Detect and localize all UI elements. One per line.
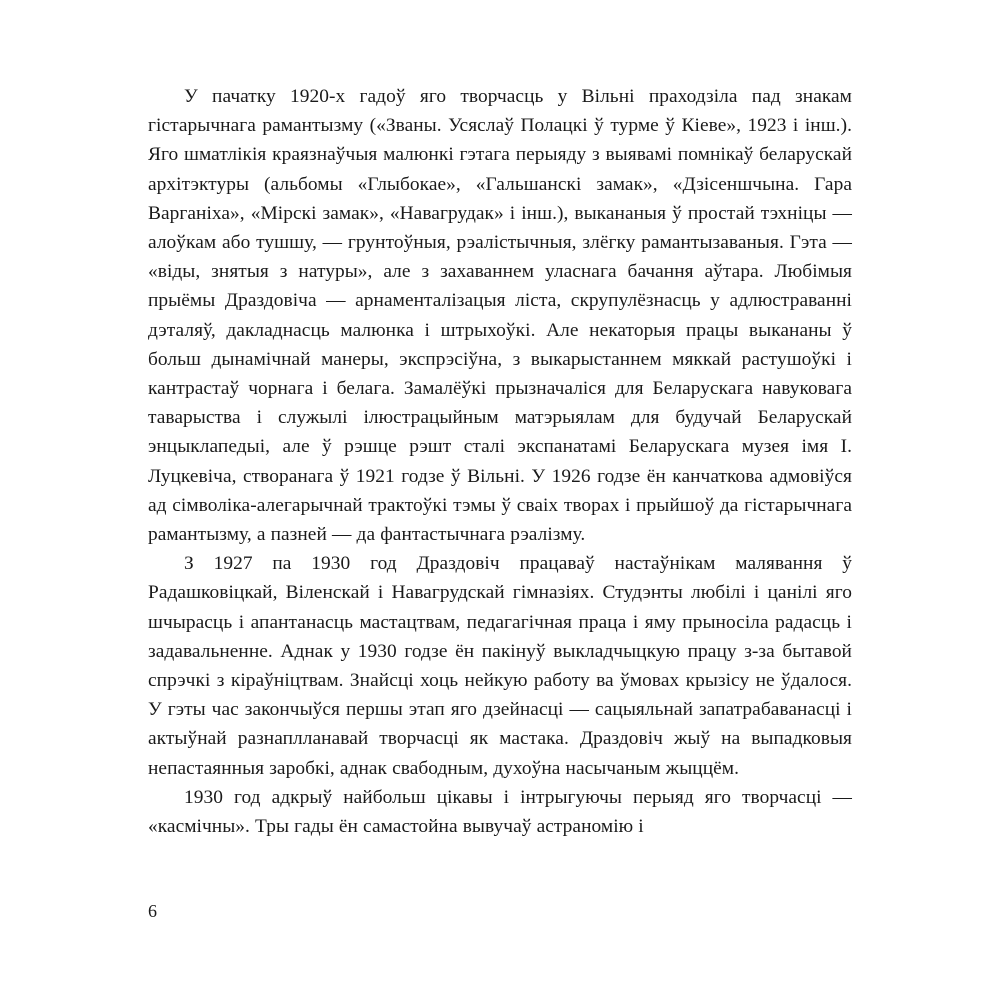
page-number: 6 xyxy=(148,901,157,921)
body-paragraph-1: У пачатку 1920-х гадоў яго творчасць у Вільні праходзіла пад знакам гістарычнага рамантызму («Званы. Усяслаў Полацкі ў турме ў Кіеве», 1923 і інш.). Яго шматлікія краязнаўчыя малюнкі гэтага перыяду з выявамі помнікаў беларускай архітэктуры (альбомы «Глыбокае», «Гальшанскі замак», «Дзісеншчына. Гара Варганіха», «Мірскі замак», «Навагрудак» і інш.), выкананыя ў простай тэхніцы — алоўкам або тушшу, — грунтоўныя, рэалістычныя, злёгку рамантызаваныя. Гэта — «віды, знятыя з натуры», але з захаваннем уласнага бачання аўтара. Любімыя прыёмы Драздовіча — арнаменталізацыя ліста, скрупулёзнасць у адлюстраванні дэталяў, дакладнасць малюнка і штрыхоўкі. Але некаторыя працы выкананы ў больш дынамічнай манеры, экспрэсіўна, з выкарыстаннем мяккай растушоўкі і кантрастаў чорнага і белага. Замалёўкі прызначаліся для Беларускага навуковага таварыства і служылі ілюстрацыйным матэрыялам для будучай Беларускай энцыклапедыі, але ў рэшце рэшт сталі экспанатамі Беларускага музея імя І. Луцкевіча, створанага ў 1921 годзе ў Вільні. У 1926 годзе ён канчаткова адмовіўся ад сімволіка-алегарычнай трактоўкі тэмы ў сваіх творах і прыйшоў да гістарычнага рамантызму, а пазней — да фантастычнага рэалізму. xyxy=(148,86,852,546)
body-paragraph-3: 1930 год адкрыў найбольш цікавы і інтрыгуючы перыяд яго творчасці — «касмічны». Тры гады ён самастойна вывучаў астраномію і xyxy=(148,786,852,838)
body-text-block xyxy=(148,82,852,841)
body-paragraph-2: З 1927 па 1930 год Драздовіч працаваў настаўнікам малявання ў Радашковіцкай, Віленскай і Навагрудскай гімназіях. Студэнты любілі і цанілі яго шчырасць і апантанасць мастацтвам, педагагічная праца і яму прыносіла радасць і задавальненне. Аднак у 1930 годзе ён пакінуў выкладчыцкую працу з-за бытавой спрэчкі з кіраўніцтвам. Знайсці хоць нейкую работу ва ўмовах крызісу не ўдалося. У гэты час закончыўся першы этап яго дзейнасці — сацыяльнай запатрабаванасці і актыўнай разнаплланавай творчасці як мастака. Драздовіч жыў на выпадковыя непастаянныя заробкі, аднак свабодным, духоўна насычаным жыццём. xyxy=(148,553,852,779)
